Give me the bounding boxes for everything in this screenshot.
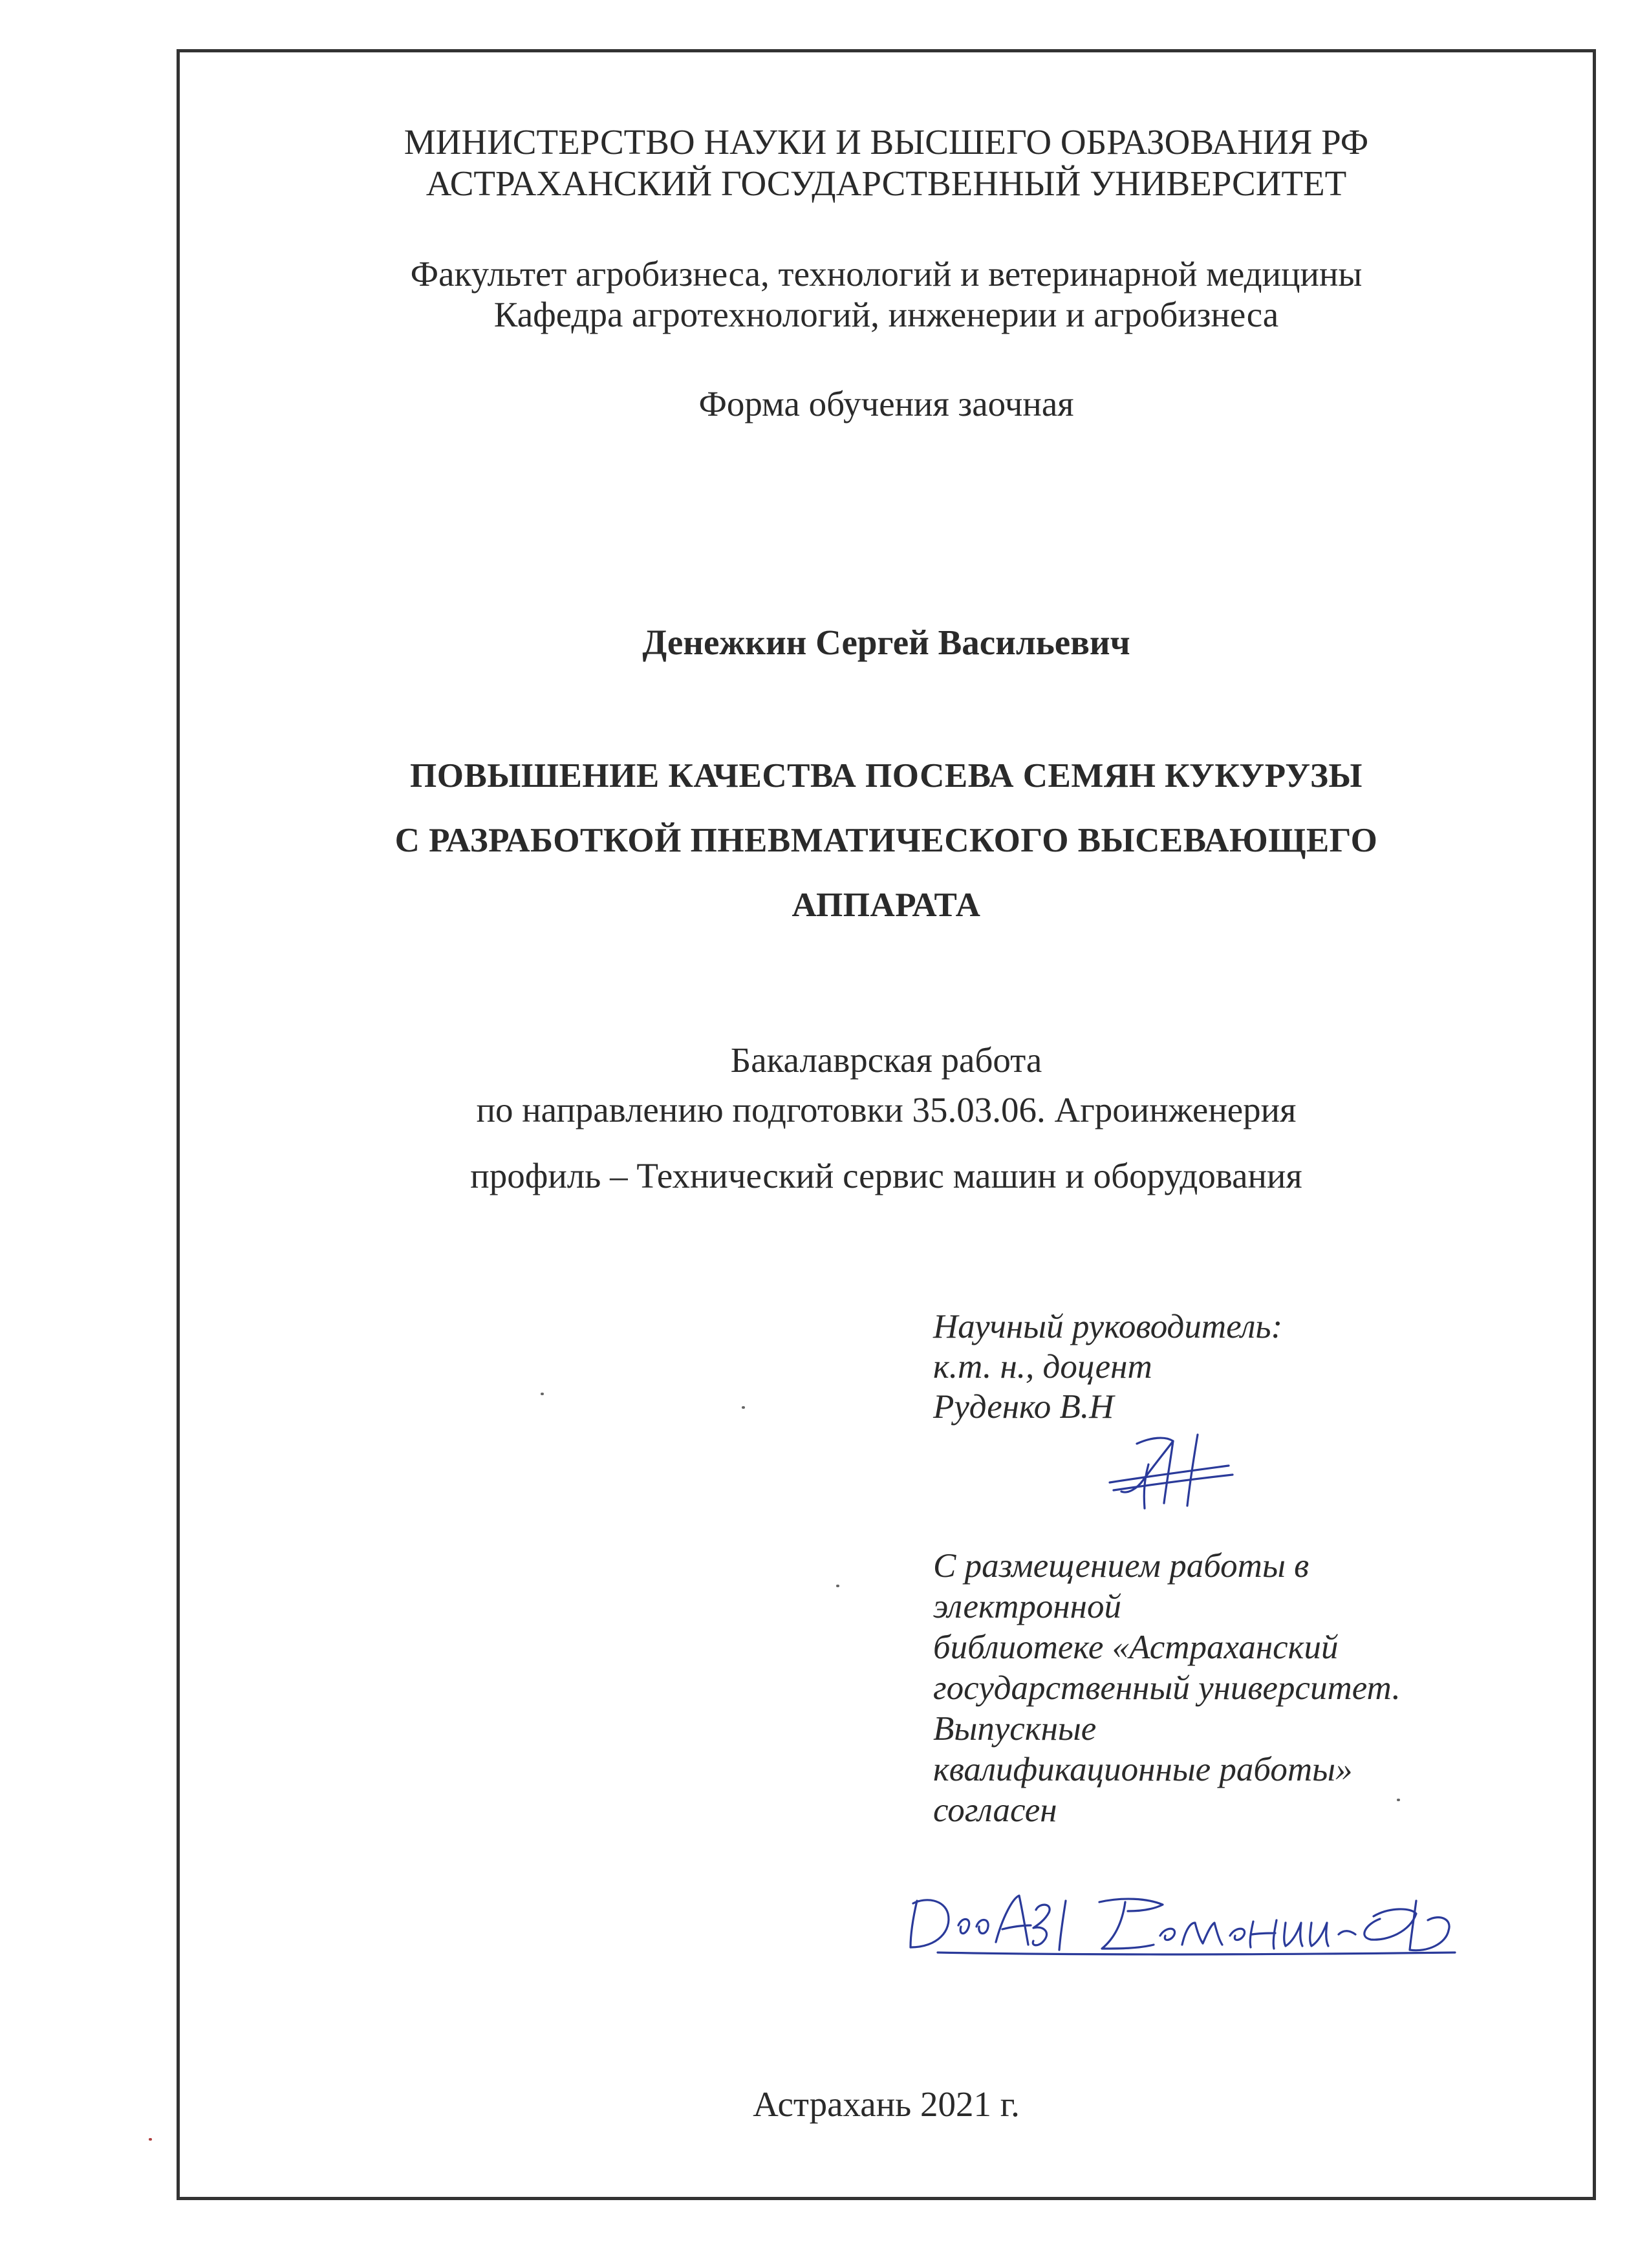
consent-line-1: С размещением работы в (933, 1547, 1310, 1585)
consent-line-4: государственный университет. (933, 1669, 1401, 1707)
scan-speck (742, 1406, 745, 1409)
student-signature (899, 1888, 1468, 1965)
work-type: Бакалаврская работа (730, 1040, 1042, 1080)
supervisor-label: Научный руководитель: (933, 1308, 1283, 1345)
study-form: Форма обучения заочная (698, 384, 1074, 423)
consent-line-5: Выпускные (933, 1710, 1097, 1748)
consent-line-2: электронной (933, 1588, 1121, 1625)
supervisor-signature (1106, 1432, 1235, 1513)
scan-speck (541, 1393, 544, 1395)
study-profile: профиль – Технический сервис машин и оборудования (470, 1156, 1302, 1195)
thesis-title-line-3: АППАРАТА (792, 886, 981, 924)
consent-line-3: библиотеке «Астраханский (933, 1629, 1339, 1666)
scan-speck (149, 2138, 152, 2141)
study-direction: по направлению подготовки 35.03.06. Агроинженерия (476, 1090, 1297, 1129)
department-name: Кафедра агротехнологий, инженерии и агробизнеса (493, 295, 1279, 334)
supervisor-name: Руденко В.Н (933, 1388, 1114, 1426)
scan-speck (1397, 1799, 1400, 1801)
faculty-name: Факультет агробизнеса, технологий и ветеринарной медицины (410, 254, 1363, 294)
thesis-title-line-1: ПОВЫШЕНИЕ КАЧЕСТВА ПОСЕВА СЕМЯН КУКУРУЗЫ (410, 757, 1363, 795)
thesis-title-line-2: С РАЗРАБОТКОЙ ПНЕВМАТИЧЕСКОГО ВЫСЕВАЮЩЕГО (394, 822, 1378, 859)
city-year: Астрахань 2021 г. (753, 2084, 1020, 2124)
supervisor-degree: к.т. н., доцент (933, 1348, 1152, 1385)
university-name: АСТРАХАНСКИЙ ГОСУДАРСТВЕННЫЙ УНИВЕРСИТЕТ (426, 164, 1347, 203)
author-name: Денежкин Сергей Васильевич (642, 623, 1130, 662)
consent-line-7: согласен (933, 1792, 1057, 1829)
scan-speck (836, 1585, 839, 1587)
ministry-name: МИНИСТЕРСТВО НАУКИ И ВЫСШЕГО ОБРАЗОВАНИЯ РФ (404, 122, 1369, 162)
consent-line-6: квалификационные работы» (933, 1751, 1353, 1788)
